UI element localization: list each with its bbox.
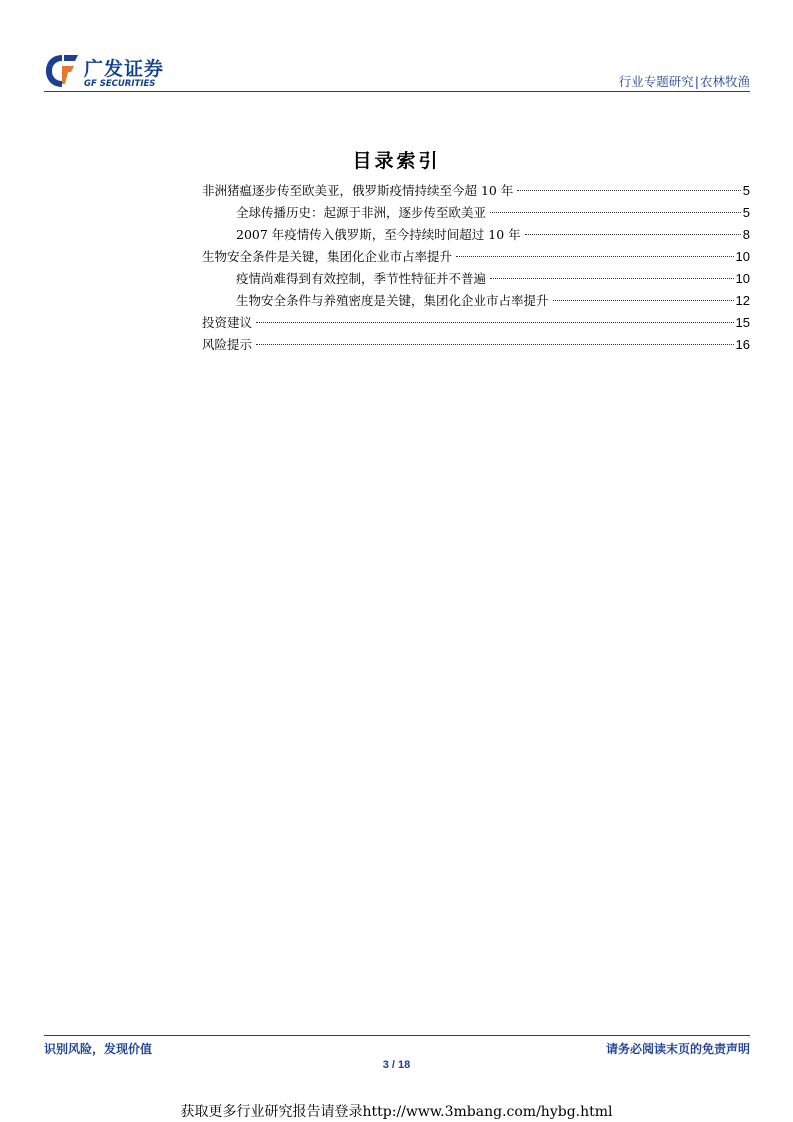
toc-entry-page: 5 <box>742 183 750 198</box>
company-logo <box>44 52 174 92</box>
toc-entry-text: 非洲猪瘟逐步传至欧美亚，俄罗斯疫情持续至今超 10 年 <box>202 183 514 198</box>
toc-entry-page: 16 <box>735 337 750 352</box>
toc-entry-text: 疫情尚难得到有效控制，季节性特征并不普遍 <box>236 271 487 286</box>
toc-entry-page: 10 <box>735 249 750 264</box>
toc-leader-dots <box>490 212 741 213</box>
toc-entry-text: 全球传播历史：起源于非洲，逐步传至欧美亚 <box>236 205 487 220</box>
page-number: 3 / 18 <box>382 1059 411 1071</box>
toc-leader-dots <box>525 234 741 235</box>
toc-entry-page: 8 <box>742 227 750 242</box>
toc-entry-text: 风险提示 <box>202 337 253 352</box>
toc-entry[interactable] <box>202 334 750 356</box>
toc-entry-page: 15 <box>735 315 750 330</box>
footer-divider <box>44 1035 750 1036</box>
toc-entry[interactable] <box>202 312 750 334</box>
gf-logo-icon <box>44 52 80 90</box>
toc-entry[interactable] <box>202 180 750 202</box>
footer-disclaimer-note: 请务必阅读末页的免责声明 <box>605 1042 750 1056</box>
toc-leader-dots <box>456 256 734 257</box>
toc-leader-dots <box>517 190 740 191</box>
category-label: 行业专题研究 <box>618 74 694 89</box>
promo-link-text[interactable]: 获取更多行业研究报告请登录http://www.3mbang.com/hybg.html <box>180 1104 613 1120</box>
toc-leader-dots <box>490 278 734 279</box>
sector-label: 农林牧渔 <box>699 74 750 89</box>
toc-entry-text: 投资建议 <box>202 315 253 330</box>
toc-entry-text: 生物安全条件是关键，集团化企业市占率提升 <box>202 249 453 264</box>
toc-entry[interactable] <box>202 290 750 312</box>
toc-entry-text: 生物安全条件与养殖密度是关键，集团化企业市占率提升 <box>236 293 549 308</box>
table-of-contents <box>202 180 750 356</box>
logo-english-name: GF SECURITIES <box>84 79 156 89</box>
toc-entry-page: 10 <box>735 271 750 286</box>
toc-entry-page: 12 <box>735 293 750 308</box>
toc-entry-text: 2007 年疫情传入俄罗斯，至今持续时间超过 10 年 <box>236 227 521 242</box>
report-category <box>619 72 750 90</box>
toc-leader-dots <box>553 300 734 301</box>
footer-slogan: 识别风险，发现价值 <box>44 1042 153 1056</box>
toc-entry[interactable] <box>202 246 750 268</box>
toc-entry[interactable] <box>202 268 750 290</box>
toc-leader-dots <box>256 322 734 323</box>
logo-chinese-name: 广发证券 <box>84 58 165 80</box>
header-separator: | <box>694 74 699 89</box>
toc-entry[interactable] <box>202 224 750 246</box>
toc-leader-dots <box>256 344 734 345</box>
toc-entry[interactable] <box>202 202 750 224</box>
header-divider <box>44 91 750 92</box>
toc-entry-page: 5 <box>742 205 750 220</box>
toc-title: 目录索引 <box>352 150 441 172</box>
